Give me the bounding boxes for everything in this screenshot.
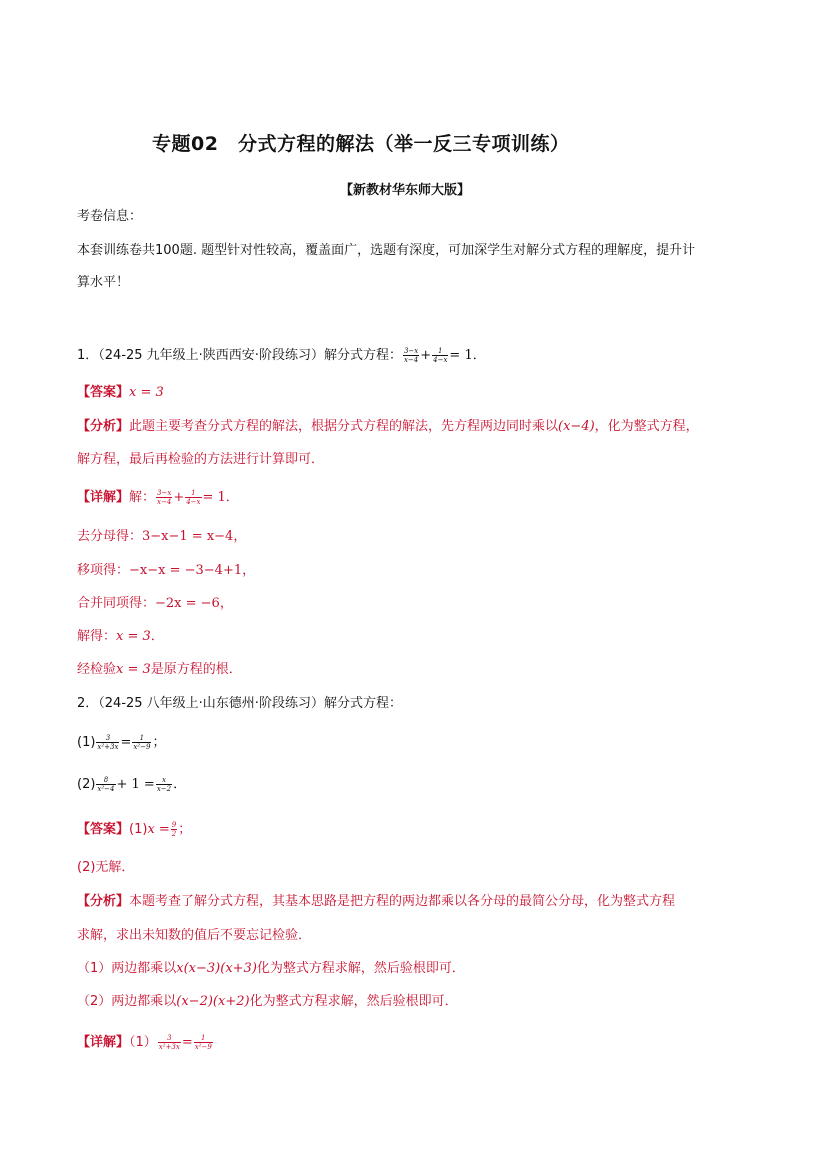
q1-prefix: 1．（24-25 九年级上·陕西西安·阶段练习）解分式方程：: [77, 348, 402, 363]
q2-stem: 2．（24-25 八年级上·山东德州·阶段练习）解分式方程：: [77, 696, 402, 711]
q1-stem: 1．（24-25 九年级上·陕西西安·阶段练习）解分式方程： $\frac{3-x}{x-4}$ + $\frac{1}{4-x}$ = 1．: [77, 347, 486, 364]
q2-part-2: (2) $\frac{8}{\text{x²−4}}$ + 1 = $\frac{x}{x-2}$ ．: [77, 776, 187, 793]
edition-label: 【新教材华东师大版】: [340, 183, 471, 198]
q2-answer-2: (2)无解．: [77, 860, 135, 875]
q2-analysis-line-1: 【分析】本题考查了解分式方程，其基本思路是把方程的两边都乘以各分母的最简公分母，化为整式方程: [77, 894, 676, 909]
q1-fraction-1: $\frac{3-x}{x-4}$: [403, 347, 419, 364]
info-label: 考卷信息：: [77, 209, 143, 224]
q1-analysis-line-1: 【分析】此题主要考查分式方程的解法，根据分式方程的解法，先方程两边同时乘以(x−4)，化为整式方程，: [77, 419, 699, 434]
q1-analysis-line-2: 解方程，最后再检验的方法进行计算即可．: [77, 452, 325, 467]
q2-analysis-line-3: （1）两边都乘以x(x−3)(x+3)化为整式方程求解，然后验根即可．: [77, 961, 465, 976]
q1-step-2: 移项得：−x−x = −3−4+1，: [77, 563, 256, 578]
q1-detail: 【详解】解： $\frac{3-x}{x-4}$ + $\frac{1}{4-x}$ = 1．: [77, 489, 239, 506]
q1-step-1: 去分母得：3−x−1 = x−4，: [77, 529, 247, 544]
q1-step-4: 解得：x = 3．: [77, 629, 164, 644]
q2-answer: 【答案】(1)x = $\frac{9}{2}$ ；: [77, 821, 192, 838]
page-title: 专题02 分式方程的解法（举一反三专项训练）: [152, 133, 570, 155]
q1-fraction-2: $\frac{1}{4-x}$: [433, 347, 448, 364]
q1-step-5: 经检验x = 3是原方程的根．: [77, 662, 242, 677]
q2-detail: 【详解】（1） $\frac{3}{\text{x²+3x}}$ = $\frac{1}{\text{x²−9}}$: [77, 1034, 212, 1051]
q2-part-1: (1) $\frac{3}{\text{x²+3x}}$ = $\frac{1}{\text{x²−9}}$ ；: [77, 734, 166, 751]
q2-analysis-line-2: 求解，求出未知数的值后不要忘记检验．: [77, 928, 312, 943]
info-line-1: 本套训练卷共100题. 题型针对性较高，覆盖面广，选题有深度，可加深学生对解分式方程的理解度，提升计: [77, 243, 696, 258]
q2-analysis-line-4: （2）两边都乘以(x−2)(x+2)化为整式方程求解，然后验根即可．: [77, 994, 458, 1009]
q1-answer: 【答案】x = 3: [77, 385, 164, 400]
q1-step-3: 合并同项得：−2x = −6，: [77, 596, 233, 611]
info-line-2: 算水平！: [77, 275, 130, 290]
